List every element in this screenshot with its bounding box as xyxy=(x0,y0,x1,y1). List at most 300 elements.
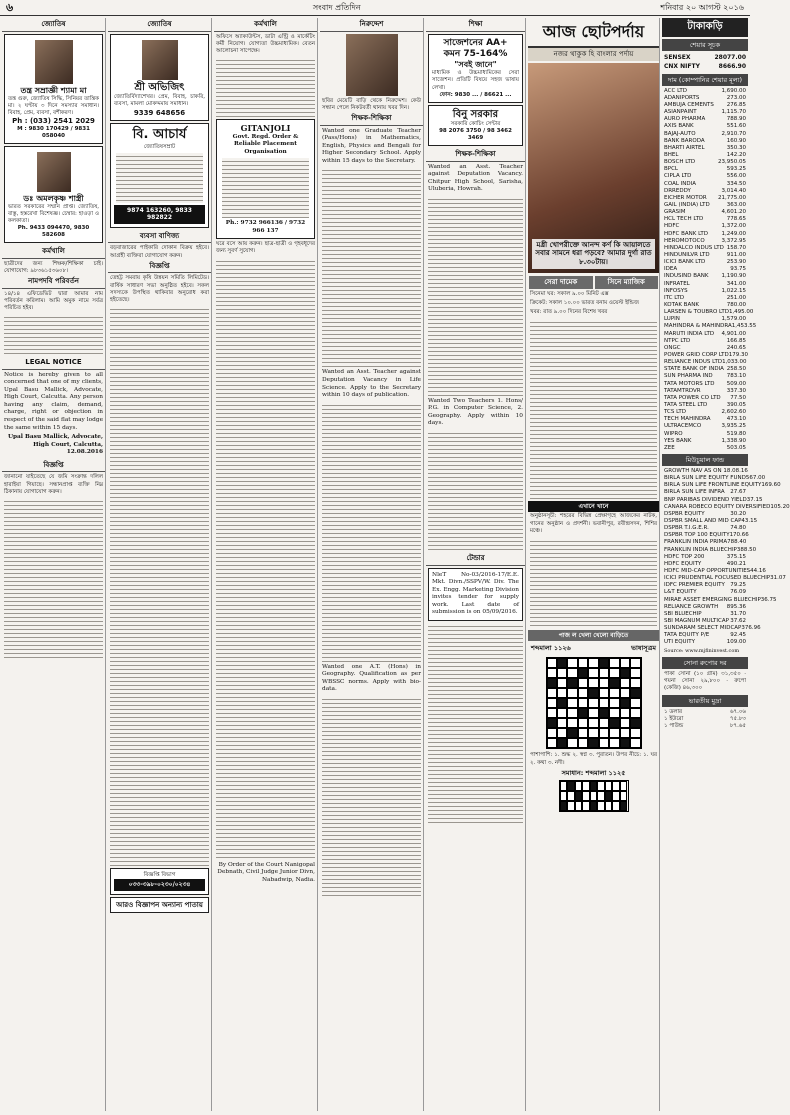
promo-text: মাধ্যমিক ও উচ্চমাধ্যমিকের সেরা সাজেশন। প্রতিটি বিষয়ে সহজ ভাষায় লেখা। xyxy=(432,70,519,91)
tv-section-title: আজ ছোটপর্দায় xyxy=(528,18,659,48)
stock-row xyxy=(662,281,748,288)
stock-row xyxy=(662,116,748,123)
puzzle-subtitle: ভাষাসূত্রম xyxy=(631,644,656,653)
ad-text: ভারত সরকারের সম্মান প্রাপ্ত। জ্যোতিষ, বাস্তু, হস্তরেখা বিশেষজ্ঞ। চেম্বার: হাওড়া ও কলকাতা। xyxy=(8,203,99,224)
classified-filler xyxy=(216,258,315,858)
stock-row-name: GRASIM xyxy=(664,209,686,216)
stock-row-value: 778.65 xyxy=(726,216,746,223)
page-number: ৬ xyxy=(6,0,14,14)
fund-row-value: 30.20 xyxy=(730,510,746,517)
stock-row-name: MARUTI INDIA LTD xyxy=(664,330,715,337)
astrologer-ad-1 xyxy=(4,34,103,144)
stock-row xyxy=(662,423,748,430)
stock-row xyxy=(662,388,748,395)
ad-phone: 9339 648656 xyxy=(133,108,186,117)
fund-row-name: HDFC MID-CAP OPPORTUNITIES xyxy=(664,568,751,575)
fund-row-value: 76.09 xyxy=(730,589,746,596)
stock-row-name: HDFC BANK LTD xyxy=(664,230,709,237)
market-subheading: মিউচুয়াল ফান্ড xyxy=(662,454,748,466)
fund-row-name: BNP PARIBAS DIVIDEND YIELD xyxy=(664,496,747,503)
fund-row xyxy=(662,589,748,596)
stock-row xyxy=(662,438,748,445)
puzzle-title-row xyxy=(528,641,659,655)
classified-text: জানানো যাইতেছে যে জমি সংক্রান্ত দলিল হারাইয়া গিয়াছে। সন্ধানপ্রাপ্ত ব্যক্তি নিম্ন ঠিকানায় যোগাযোগ করুন। xyxy=(4,474,103,495)
fund-row-value: 895.36 xyxy=(726,603,746,610)
ad-text: জ্যোতির্বিদ্যাশেখর। প্রেম, বিবাহ, চাকরি, ব্যবসা, মামলা মোকদ্দমায় সমাধান। xyxy=(114,94,205,108)
stock-row-value: 1,115.70 xyxy=(721,109,746,116)
stock-row-value: 556.00 xyxy=(726,173,746,180)
classified-filler xyxy=(216,57,315,117)
stock-row-name: HCL TECH LTD xyxy=(664,216,704,223)
currency-row-name: ১ ডলার xyxy=(664,708,683,715)
stock-row-name: SUN PHARMA IND xyxy=(664,373,713,380)
placement-ad xyxy=(216,119,315,239)
stock-row-value: 4,601.20 xyxy=(721,209,746,216)
section-heading: কর্মখালি xyxy=(2,245,105,259)
classified-text: অফিসে অ্যাকাউন্টস, ডাটা এন্ট্রি ও মার্কেটিং কর্মী নিয়োগ। যোগ্যতা উচ্চমাধ্যমিক। বেতন আলোচনা সাপেক্ষে। xyxy=(216,33,315,55)
stock-row-value: 2,910.70 xyxy=(721,130,746,137)
stock-row xyxy=(662,145,748,152)
fund-row-name: HDFC EQUITY xyxy=(664,560,702,567)
promo-headline: কমন 75-164% xyxy=(443,49,508,59)
stock-row-name: ITC LTD xyxy=(664,294,685,301)
astrologer-ad-4 xyxy=(110,123,209,227)
stock-row xyxy=(662,359,748,366)
fund-row-name: ICICI PRUDENTIAL FOCUSED BLUECHIP xyxy=(664,575,771,582)
fund-row xyxy=(662,539,748,546)
stock-row-value: 77.50 xyxy=(730,394,746,401)
currency-row xyxy=(662,716,748,723)
fund-row-value: 37.62 xyxy=(730,618,746,624)
stock-row xyxy=(662,223,748,230)
fund-row xyxy=(662,511,748,518)
stock-row-value: 273.00 xyxy=(726,94,746,101)
section-heading: টেন্ডার xyxy=(426,552,525,566)
stock-row-name: ZEE xyxy=(664,444,675,451)
stock-row-name: BAJAJ-AUTO xyxy=(664,130,696,137)
stock-row-name: STATE BANK OF INDIA xyxy=(664,366,724,373)
index-row xyxy=(662,62,748,72)
classified-filler xyxy=(428,196,523,396)
market-subheading: শেয়ার সূচক xyxy=(662,39,748,51)
stock-row xyxy=(662,252,748,259)
stock-row xyxy=(662,188,748,195)
classified-text: তেহট্ট সমবায় কৃষি উন্নয়ন সমিতি লিমিটেড। বার্ষিক সাধারণ সভা অনুষ্ঠিত হইবে। সকল সদস্যকে উপস্থিত থাকিবার অনুরোধ করা হইতেছে। xyxy=(110,275,209,303)
stock-row-name: BHEL xyxy=(664,152,679,159)
fund-row-value: 36.75 xyxy=(760,596,777,603)
ad-subtitle: Govt. Regd. Order & Reliable Placement Organisation xyxy=(232,133,299,155)
section-heading: শিক্ষা xyxy=(426,18,525,32)
fund-row xyxy=(662,568,766,575)
stock-row xyxy=(662,395,748,402)
fund-row xyxy=(662,482,781,489)
ad-subtitle: জ্যোতিষসম্রাট xyxy=(143,143,176,150)
stock-row-value: 390.05 xyxy=(726,401,746,408)
programme-item: খবর: রাত ৯.০০ দিনের বিশেষ খবর xyxy=(530,308,608,315)
ad-subtitle: সরকারি কোচিং সেন্টার xyxy=(450,121,501,128)
puzzle-heading: পাজ ল খেলা খেলো বাড়িতে xyxy=(528,630,659,642)
stock-row-name: LARSEN & TOUBRO LTD xyxy=(664,309,729,316)
stock-row-value: 251.00 xyxy=(726,294,746,301)
index-row xyxy=(662,53,748,63)
stock-row-name: TATAMTRDVR xyxy=(664,387,701,394)
stock-row-name: MAHINDRA & MAHINDRA xyxy=(664,323,732,330)
stock-row-value: 1,495.00 xyxy=(728,309,754,316)
currency-row-value: ৮৭.৬৫ xyxy=(729,723,746,730)
stock-row xyxy=(662,416,748,423)
fund-row xyxy=(662,611,748,618)
fund-row-value: 43.15 xyxy=(741,518,758,525)
stock-row-value: 276.85 xyxy=(726,102,746,109)
index-name: CNX NIFTY xyxy=(664,63,700,71)
stock-row-value: 783.10 xyxy=(726,373,746,380)
fund-row-value: 490.21 xyxy=(726,560,746,567)
currency-row-name: ১ পাউন্ড xyxy=(664,723,684,730)
fund-row xyxy=(662,554,748,561)
stock-row-name: TATA STEEL LTD xyxy=(664,401,708,408)
fund-row xyxy=(662,525,748,532)
fund-row xyxy=(662,639,748,646)
more-ads-note: আরও বিজ্ঞাপন অন্যান্য পাতায় xyxy=(110,897,209,914)
stock-row xyxy=(662,266,748,273)
fund-row xyxy=(662,475,766,482)
section-heading: নামপদবি পরিবর্তন xyxy=(2,275,105,289)
index-name: SENSEX xyxy=(664,53,691,61)
fund-row-name: IDFC PREMIER EQUITY xyxy=(664,582,725,589)
stock-row-value: 350.30 xyxy=(726,144,746,151)
ad-title: বি. আচার্য xyxy=(132,127,187,143)
stock-row-name: DRREDDY xyxy=(664,187,691,194)
teacher-wanted-text: Wanted one A.T. (Hons) in Geography. Qualification as per WBSSC norms. Apply with bio-data. xyxy=(322,663,421,693)
fund-row-name: DSPBR T.I.G.E.R. xyxy=(664,525,709,532)
stock-row xyxy=(662,288,748,295)
fund-row xyxy=(662,618,748,625)
ad-title: তন্ত্র সম্রাজ্ঞী শ্যামা মা xyxy=(20,85,87,95)
stock-row-name: WIPRO xyxy=(664,430,683,437)
fund-row-name: RELIANCE GROWTH xyxy=(664,603,719,610)
ad-phone: Ph.: 9732 966136 / 9732 966 137 xyxy=(225,220,306,234)
stock-row-name: BANK BARODA xyxy=(664,137,705,144)
fund-row-name: BIRLA SUN LIFE INFRA xyxy=(664,489,725,496)
stock-row-value: 3,935.25 xyxy=(721,423,746,430)
column-market xyxy=(662,18,790,1111)
stock-row-name: ONGC xyxy=(664,344,681,351)
stock-row-name: COAL INDIA xyxy=(664,180,697,187)
fund-row-value: 27.67 xyxy=(730,489,746,496)
stock-row-name: BOSCH LTD xyxy=(664,159,696,166)
teacher-wanted-text: Wanted an Asst. Teacher against Deputation Vacancy in Life Science. Apply to the Secretary within 10 days of publication. xyxy=(322,369,421,399)
fund-row xyxy=(662,518,758,525)
fund-row-value: 105.20 xyxy=(770,503,790,510)
stock-row-value: 240.65 xyxy=(726,344,746,351)
astrologer-photo xyxy=(142,40,178,80)
stock-row-name: INFRATEL xyxy=(664,280,690,287)
stock-row xyxy=(662,209,748,216)
stock-row-value: 1,033.00 xyxy=(722,359,747,366)
stock-row-value: 166.85 xyxy=(726,337,746,344)
ad-phone: Ph. 9433 094470, 9830 582608 xyxy=(17,225,90,238)
fund-row-value: 567.00 xyxy=(745,475,766,482)
stock-row-value: 1,372.00 xyxy=(721,223,746,230)
stock-row-value: 1,249.00 xyxy=(721,230,746,237)
stock-row-name: KOTAK BANK xyxy=(664,301,699,308)
promo-headline: সাজেশনের AA+ xyxy=(443,37,508,48)
stock-row xyxy=(662,381,748,388)
column-notices xyxy=(320,18,424,1111)
stock-row-value: 519.80 xyxy=(726,430,746,437)
fund-row-name: SUNDARAM SELECT MIDCAP xyxy=(664,625,742,632)
fund-list xyxy=(662,468,790,647)
stock-row xyxy=(662,109,748,116)
fund-row xyxy=(662,546,757,554)
legal-notice-signature: Upal Basu Mallick, Advocate, High Court, Calcutta, 12.08.2016 xyxy=(7,434,103,456)
stock-row-name: EICHER MOTOR xyxy=(664,194,707,201)
crossword-clues: পাশাপাশি: ১. শুদ্ধ ২. স্বপ্ন ৩. পুরাতন। উপর নীচে: ১. ঘর ২. কথা ৩. নদী। xyxy=(530,752,657,766)
stock-row-value: 179.30 xyxy=(728,351,749,358)
answer-grid xyxy=(559,780,629,812)
fund-row xyxy=(662,503,790,511)
fund-row-name: L&T EQUITY xyxy=(664,589,697,596)
currency-row-value: ৭৫.৮৩ xyxy=(729,715,746,722)
section-heading: LEGAL NOTICE xyxy=(2,356,105,370)
stock-row-name: TATA MOTORS LTD xyxy=(664,380,715,387)
fund-row-value: 79.25 xyxy=(730,582,746,589)
stock-row xyxy=(662,131,748,138)
fund-row-value: 788.40 xyxy=(727,539,747,546)
contact-phone: ০৩৩-৩৯৮-০২৩০/০২৩৪ xyxy=(114,879,205,891)
tv-feature-caption: মধ্রী খোপরীক্তে আনন্দ কর্ণ কি আয়ালতে সবার সামনে ধরা পড়বে? আমার দুর্গা রাত ৮.৩০টায়। xyxy=(532,239,655,269)
stock-row xyxy=(662,309,754,316)
section-heading: জ্যোতিষ xyxy=(2,18,105,32)
stock-row xyxy=(662,88,748,95)
currency-row-name: ১ ইউরো xyxy=(664,715,684,722)
stock-list xyxy=(662,87,757,452)
stock-row-name: RELIANCE INDUS LTD xyxy=(664,359,723,366)
stock-row-value: 4,901.00 xyxy=(721,330,746,337)
stock-row-value: 341.00 xyxy=(726,280,746,287)
fund-row xyxy=(662,489,748,496)
fund-row-value: 92.45 xyxy=(730,632,746,639)
stock-row-value: 21,775.00 xyxy=(718,194,746,201)
ad-phone: 98 2076 3750 / 98 3462 3469 xyxy=(439,128,512,142)
stock-row-value: 1,022.15 xyxy=(721,287,746,294)
event-filler xyxy=(530,538,657,628)
stock-row-name: LUPIN xyxy=(664,316,680,323)
tv-feature-photo xyxy=(528,63,659,273)
data-source: Source: www.mjfininvest.com xyxy=(664,647,740,654)
stock-row-name: ASIANPAINT xyxy=(664,109,697,116)
teacher-wanted-text: Wanted Two Teachers 1. Hons/ P.G. in Computer Science, 2. Geography. Apply within 10 days. xyxy=(428,397,523,427)
stock-row-name: ICICI BANK LTD xyxy=(664,259,706,266)
stock-row-value: 593.25 xyxy=(726,166,746,173)
stock-row xyxy=(662,259,748,266)
stock-row xyxy=(662,173,748,180)
stock-row-name: CIPLA LTD xyxy=(664,173,692,180)
programme-filler xyxy=(530,319,657,499)
suggestion-promo xyxy=(428,34,523,103)
stock-row-value: 509.00 xyxy=(726,380,746,387)
stock-row-value: 363.00 xyxy=(726,202,746,208)
column-classifieds-1 xyxy=(2,18,106,1111)
stock-row-value: 1,579.00 xyxy=(721,316,746,323)
stock-row xyxy=(662,409,748,416)
stock-row-name: BPCL xyxy=(664,166,678,173)
ad-title: GITANJOLI xyxy=(240,123,291,134)
astrologer-ad-2 xyxy=(4,146,103,243)
classified-filler xyxy=(322,402,421,662)
fund-row-value: 31.70 xyxy=(730,610,746,617)
fund-row-name: TATA EQUITY P/E xyxy=(664,632,710,639)
classified-text: ১৪/১৪ এফিডেভিট দ্বারা আমার নাম পরিবর্তন করিলাম। আমি অমুক নামে সর্বত্র পরিচিত হইব। xyxy=(4,290,103,311)
stock-row-value: 473.10 xyxy=(726,416,746,423)
stock-row-name: HINDUNILVR LTD xyxy=(664,251,710,258)
currency-row-value: ৬৭.০৬ xyxy=(729,708,746,715)
tv-section-subtitle: নজর থাকুক হি বাংলার পর্দায় xyxy=(528,48,659,61)
stock-row-value: 160.90 xyxy=(726,137,746,144)
fund-row-name: DSPBR SMALL AND MID CAP xyxy=(664,518,742,525)
ad-title: বিনু সরকার xyxy=(452,108,499,120)
classified-filler xyxy=(428,430,523,550)
currency-row xyxy=(662,709,748,716)
teacher-wanted-text: Wanted an Asst. Teacher against Deputation Vacancy. Chitpur High School, Sarisha, Uluberia, Howrah. xyxy=(428,163,523,193)
classified-filler xyxy=(322,696,421,896)
stock-row-name: HDFC xyxy=(664,223,680,230)
section-heading: শিক্ষক-শিক্ষিকা xyxy=(320,112,423,126)
fund-row xyxy=(662,468,748,475)
stock-row-name: IDEA xyxy=(664,266,678,273)
stock-row xyxy=(662,238,748,245)
stock-row-value: 23,950.05 xyxy=(718,159,746,166)
market-subheading: ভারতীয় মুদ্রা xyxy=(662,695,748,707)
promo-tagline: "সবই জানে" xyxy=(454,60,497,70)
section-heading: ব্যবসা বাণিজ্য xyxy=(108,230,211,244)
stock-row-value: 1,690.00 xyxy=(721,87,746,94)
stock-row-value: 1,338.90 xyxy=(721,437,746,444)
stock-row-name: NTPC LTD xyxy=(664,337,691,344)
stock-row-name: INDUSIND BANK xyxy=(664,273,709,280)
classified-filler xyxy=(4,314,103,354)
stock-row-name: HEROMOTOCO xyxy=(664,237,705,244)
classified-filler xyxy=(428,623,523,823)
market-subheading: সোনা রুপোর দর xyxy=(662,657,748,669)
fund-row-name: FRANKLIN INDIA BLUECHIP xyxy=(664,546,737,553)
stock-row xyxy=(662,352,748,359)
classified-filler xyxy=(110,306,209,866)
fund-row-name: BIRLA SUN LIFE FRONTLINE EQUITY xyxy=(664,482,762,489)
fund-row-name: UTI EQUITY xyxy=(664,639,695,646)
stock-row xyxy=(662,216,748,223)
programme-item: সিনেমা ঘর: সকাল ৯.০০ মিনিট এক্স xyxy=(530,290,609,297)
stock-row-value: 93.75 xyxy=(730,266,746,273)
stock-row xyxy=(662,338,748,345)
ad-body xyxy=(116,153,203,203)
puzzle-title: শব্দমালা ১১২৬ xyxy=(531,644,571,653)
missing-person-photo xyxy=(346,34,398,96)
section-heading: এখানে খানে xyxy=(528,501,659,513)
stock-row-name: TECH MAHINDRA xyxy=(664,416,711,423)
contact-box xyxy=(110,868,209,895)
fund-row-name: BIRLA SUN LIFE EQUITY FUND xyxy=(664,475,746,482)
stock-row-name: AURO PHARMA xyxy=(664,116,706,123)
channel-label: সিনে ম্যাজিক xyxy=(595,276,659,289)
issue-date: শনিবার ২০ আগস্ট ২০১৬ xyxy=(660,2,744,12)
stock-row xyxy=(662,373,748,380)
stock-row-name: AMBUJA CEMENTS xyxy=(664,102,714,109)
stock-row xyxy=(662,195,748,202)
stock-row-name: ACC LTD xyxy=(664,87,687,94)
stock-row xyxy=(662,123,748,130)
section-heading: জ্যোতিষ xyxy=(108,18,211,32)
column-classifieds-2 xyxy=(108,18,212,1111)
column-tv-guide xyxy=(528,18,660,1111)
stock-row xyxy=(662,323,757,330)
astrologer-photo xyxy=(35,40,73,84)
index-value: 28077.00 xyxy=(714,53,746,61)
stock-row-name: TCS LTD xyxy=(664,409,687,416)
column-education xyxy=(426,18,526,1111)
fund-row-value: 375.15 xyxy=(726,553,746,560)
stock-row xyxy=(662,345,748,352)
gold-rate-text: পাকা সোনা (১০ গ্রাম) ৩১,৩৫০ · গয়না সোনা ২৯,৮০০ · রুপো (কেজি) ৪৬,৩০০ xyxy=(664,671,746,692)
classified-text: ছাত্রীদের জন্য শিক্ষক/শিক্ষিকা চাই। যোগাযোগ: ৯৮৩৬১৫৩৬০৮। xyxy=(4,260,103,274)
ad-title: ডঃ অমলকৃষ্ণ শাস্ত্রী xyxy=(23,193,84,203)
fund-row-name: MIRAE ASSET EMERGING BLUECHIP xyxy=(664,596,761,603)
fund-row-name: SBI MAGNUM MULTICAP xyxy=(664,618,729,624)
stock-row-value: 3,014.40 xyxy=(721,187,746,194)
stock-row-name: BHARTI AIRTEL xyxy=(664,144,705,151)
stock-row xyxy=(662,273,748,280)
stock-row xyxy=(662,302,748,309)
fund-row xyxy=(662,575,786,582)
stock-row-value: 551.60 xyxy=(726,123,746,130)
stock-row xyxy=(662,245,748,252)
fund-row-name: CANARA ROBECO EQUITY DIVERSIFIED xyxy=(664,503,771,510)
stock-row-value: 253.90 xyxy=(726,259,746,266)
fund-row-name: SBI BLUECHIP xyxy=(664,610,702,617)
stock-row xyxy=(662,445,748,452)
fund-row xyxy=(662,582,748,589)
astrologer-ad-3 xyxy=(110,34,209,122)
fund-row xyxy=(662,604,748,611)
market-header: টাকাকড়ি xyxy=(662,18,748,37)
tender-notice: NleT No-03/2016-17/E.E. Mkt. Divn./SSPV/W. Div. The Ex. Engg. Marketing Division invites tender for supply work. Last date of submission is on 05/09/2016. xyxy=(428,568,523,621)
ad-phone: Ph : (033) 2541 2029 xyxy=(12,117,95,126)
fund-row-value: 109.00 xyxy=(726,639,746,646)
fund-row-value: 74.80 xyxy=(730,525,746,532)
fund-row-value: 376.96 xyxy=(741,625,761,632)
fund-row-value: 169.60 xyxy=(761,482,781,489)
currency-row xyxy=(662,723,748,730)
stock-row-value: 788.90 xyxy=(726,116,746,123)
fund-row xyxy=(662,532,748,539)
stock-row xyxy=(662,316,748,323)
section-heading: বিজ্ঞপ্তি xyxy=(2,459,105,473)
astrologer-photo xyxy=(37,152,71,192)
column-classifieds-3 xyxy=(214,18,318,1111)
fund-row-name: DSPBR TOP 100 EQUITY xyxy=(664,532,730,539)
ad-phone: 9874 163260, 9833 982822 xyxy=(114,205,205,224)
fund-row-name: FRANKLIN INDIA PRIMA xyxy=(664,539,728,546)
programme-item: ক্রিকেট: সকাল ১০.০০ ভারত বনাম ওয়েস্ট ইন্ডিজ xyxy=(530,299,639,306)
stock-row-name: ULTRACEMCO xyxy=(664,423,702,430)
fund-row-name: HDFC TOP 200 xyxy=(664,553,705,560)
stock-row xyxy=(662,181,748,188)
fund-row xyxy=(662,632,748,639)
section-heading: শিক্ষক-শিক্ষিকা xyxy=(426,148,525,162)
stock-row xyxy=(662,102,748,109)
fund-row-value: 37.15 xyxy=(746,496,763,503)
crossword-grid xyxy=(546,657,642,749)
